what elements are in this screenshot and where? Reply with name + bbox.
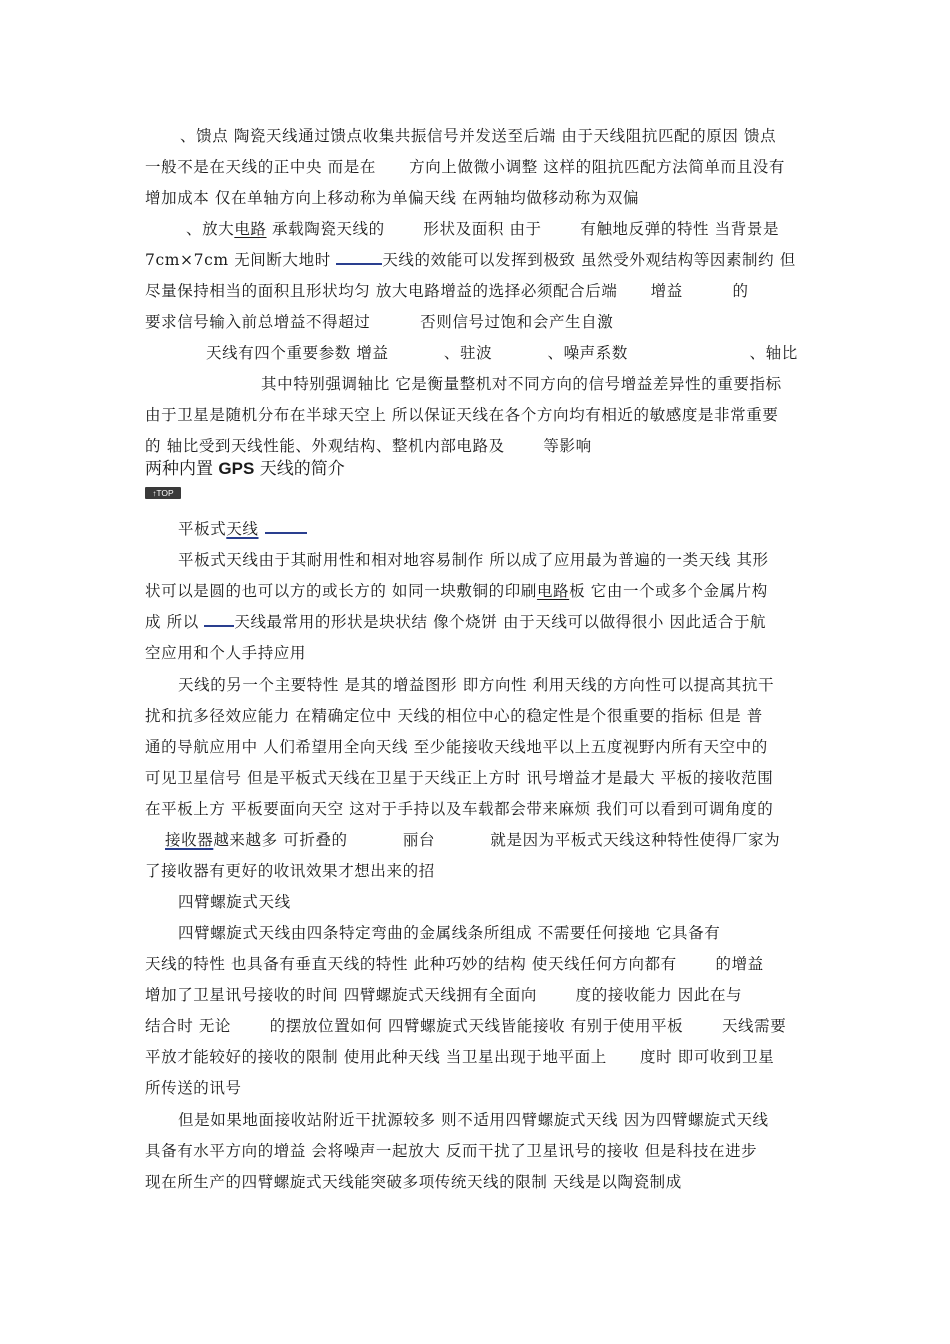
blank-underline — [204, 611, 234, 627]
para2-line2: 7cm×7cm 无间断大地时 天线的效能可以发挥到极致 虽然受外观结构等因素制约 但 — [145, 251, 796, 269]
flat2-line5: 在平板上方 平板要面向天空 这对于手持以及车载都会带来麻烦 我们可以看到可调角度的 — [145, 800, 774, 818]
para3-line4: 的 轴比受到天线性能、外观结构、整机内部电路及 等影响 — [145, 437, 592, 455]
flat-line2: 状可以是圆的也可以方的或长方的 如同一块敷铜的印刷电路板 它由一个或多个金属片构 — [145, 582, 768, 600]
para2-line3: 尽量保持相当的面积且形状均匀 放大电路增益的选择必须配合后端 增益 的 — [145, 282, 749, 300]
quad-line6: 所传送的讯号 — [145, 1079, 242, 1097]
flat2-line1: 天线的另一个主要特性 是其的增益图形 即方向性 利用天线的方向性可以提高其抗干 — [178, 676, 775, 694]
flat2-line2: 扰和抗多径效应能力 在精确定位中 天线的相位中心的稳定性是个很重要的指标 但是 普 — [145, 707, 763, 725]
flat-line1: 平板式天线由于其耐用性和相对地容易制作 所以成了应用最为普遍的一类天线 其形 — [178, 551, 769, 569]
para2-line4: 要求信号输入前总增益不得超过 否则信号过饱和会产生自激 — [145, 313, 614, 331]
para3-line3: 由于卫星是随机分布在半球天空上 所以保证天线在各个方向均有相近的敏感度是非常重要 — [145, 406, 779, 424]
quad-line4: 结合时 无论 的摆放位置如何 四臂螺旋式天线皆能接收 有别于使用平板 天线需要 — [145, 1017, 787, 1035]
quad2-line3: 现在所生产的四臂螺旋式天线能突破多项传统天线的限制 天线是以陶瓷制成 — [145, 1173, 682, 1191]
para1-line3: 增加成本 仅在单轴方向上移动称为单偏天线 在两轴均做移动称为双偏 — [145, 189, 640, 207]
quad-line1: 四臂螺旋式天线由四条特定弯曲的金属线条所组成 不需要任何接地 它具备有 — [178, 924, 721, 942]
receiver-link[interactable]: 接收器 — [165, 831, 214, 849]
para1-line2: 一般不是在天线的正中央 而是在 方向上做微小调整 这样的阻抗匹配方法简单而且没有 — [145, 158, 785, 176]
flat-antenna-heading: 平板式天线 — [178, 518, 307, 540]
para1-line1: 、馈点 陶瓷天线通过馈点收集共振信号并发送至后端 由于天线阻抗匹配的原因 馈点 — [180, 127, 777, 145]
flat2-line7: 了接收器有更好的收讯效果才想出来的招 — [145, 862, 435, 880]
flat2-line4: 可见卫星信号 但是平板式天线在卫星于天线正上方时 讯号增益才是最大 平板的接收范围 — [145, 769, 774, 787]
para2-line1: 、放大电路 承载陶瓷天线的 形状及面积 由于 有触地反弹的特性 当背景是 — [186, 220, 780, 238]
back-to-top-button[interactable]: ↑TOP — [145, 487, 181, 499]
quad2-line1: 但是如果地面接收站附近干扰源较多 则不适用四臂螺旋式天线 因为四臂螺旋式天线 — [178, 1111, 769, 1129]
quad-line2: 天线的特性 也具备有垂直天线的特性 此种巧妙的结构 使天线任何方向都有 的增益 — [145, 955, 764, 973]
circuit-link[interactable]: 电路 — [234, 220, 267, 238]
section-title: 两种内置 GPS 天线的简介 — [145, 459, 345, 479]
para3-line2: 其中特别强调轴比 它是衡量整机对不同方向的信号增益差异性的重要指标 — [261, 375, 782, 393]
quad2-line2: 具备有水平方向的增益 会将噪声一起放大 反而干扰了卫星讯号的接收 但是科技在进步 — [145, 1142, 758, 1160]
circuit-board-link[interactable]: 电路 — [536, 582, 570, 600]
flat2-line3: 通的导航应用中 人们希望用全向天线 至少能接收天线地平以上五度视野内所有天空中的 — [145, 738, 768, 756]
flat-line3: 成 所以 天线最常用的形状是块状结 像个烧饼 由于天线可以做得很小 因此适合于航 — [145, 613, 767, 631]
blank-underline — [265, 518, 307, 534]
para3-line1: 天线有四个重要参数 增益 、驻波 、噪声系数 、轴比 — [206, 344, 798, 362]
quad-line3: 增加了卫星讯号接收的时间 四臂螺旋式天线拥有全面向 度的接收能力 因此在与 — [145, 986, 743, 1004]
flat-line4: 空应用和个人手持应用 — [145, 644, 307, 662]
quad-helix-heading: 四臂螺旋式天线 — [178, 893, 291, 911]
flat2-line6: 接收器越来越多 可折叠的 丽台 就是因为平板式天线这种特性使得厂家为 — [165, 831, 781, 849]
quad-line5: 平放才能较好的接收的限制 使用此种天线 当卫星出现于地平面上 度时 即可收到卫星 — [145, 1048, 775, 1066]
blank-underline — [336, 249, 382, 265]
arrow-up-icon: ↑ — [152, 489, 157, 498]
antenna-link[interactable]: 天线 — [226, 520, 259, 538]
